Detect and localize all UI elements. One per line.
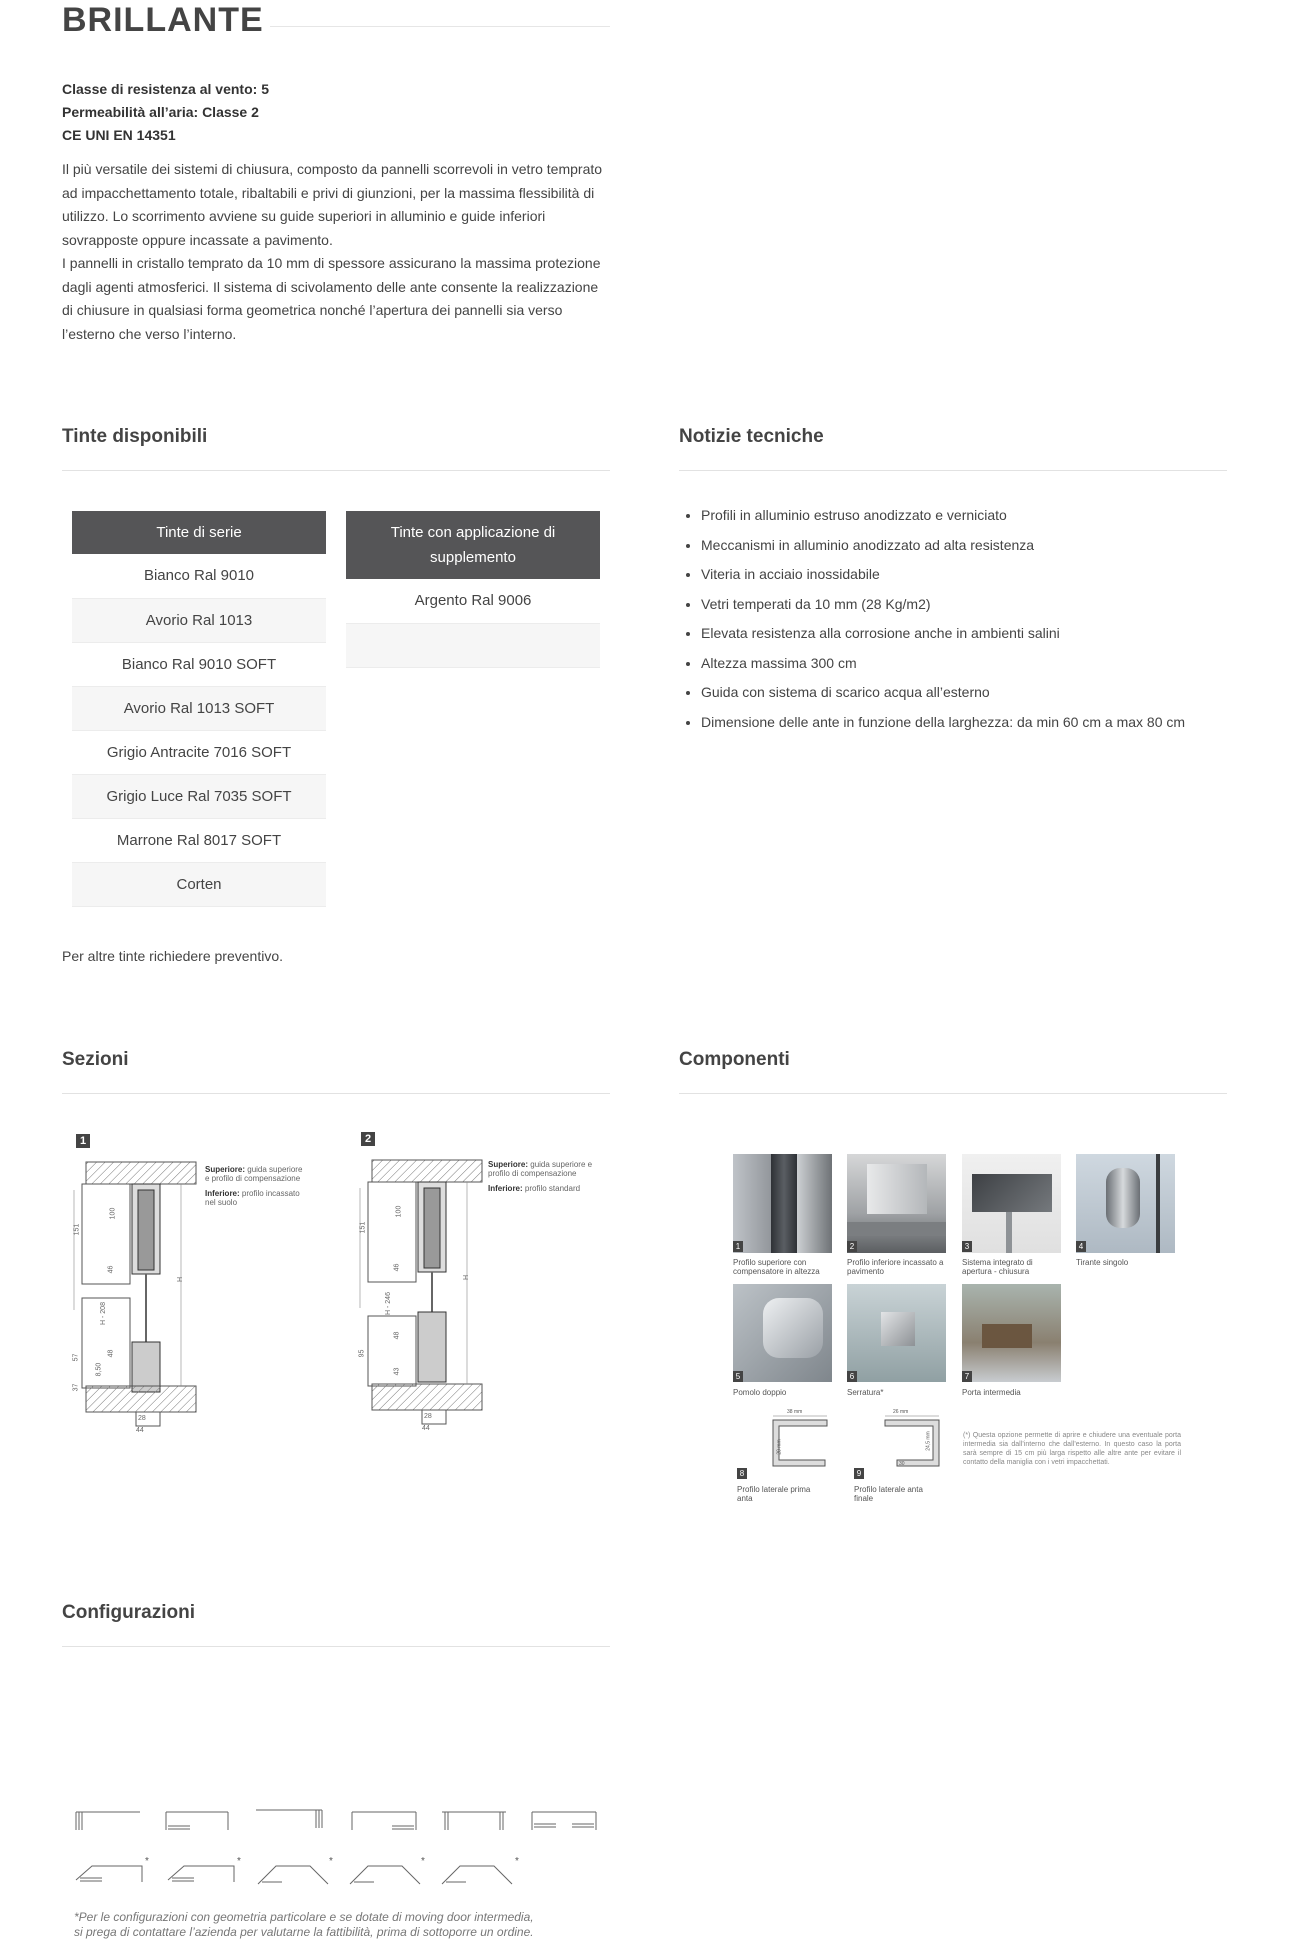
dim-label: 24,5 mm	[925, 1431, 932, 1451]
dim-label: 28	[138, 1415, 146, 1422]
tinte-title: Tinte disponibili	[62, 426, 208, 447]
profile-9-drawing	[877, 1412, 947, 1472]
list-item: • Profili in alluminio estruso anodizzato e verniciato	[701, 501, 1261, 531]
product-title: BRILLANTE	[62, 1, 264, 39]
list-item: • Guida con sistema di scarico acqua all’esterno	[701, 678, 1261, 708]
dim-label: H - 246	[384, 1292, 392, 1315]
dim-label: 30	[899, 1461, 905, 1467]
component-label: Porta intermedia	[962, 1388, 1021, 1397]
sup-label: Superiore:	[488, 1160, 529, 1169]
dim-label: H	[177, 1276, 185, 1283]
title-divider	[270, 26, 610, 27]
spec-ce: CE UNI EN 14351	[62, 127, 176, 143]
configurazioni-divider	[62, 1646, 610, 1647]
list-item: • Altezza massima 300 cm	[701, 649, 1261, 679]
dim-label: 38 mm	[787, 1409, 803, 1415]
config-asterisk: *	[515, 1856, 519, 1867]
description-paragraph-2: I pannelli in cristallo temprato da 10 mm di spessore assicurano la massima protezione dagli agenti atmosferici. Il sistema di scivolamento delle ante consente la realizzazione di chiusure in qualsiasi forma geometrica nonché l’apertura dei pannelli sia verso l’esterno che verso l’interno.	[62, 255, 601, 342]
tinte-supplemento-table	[346, 511, 600, 668]
sup-text: guida superiore e profilo di compensazione	[205, 1165, 303, 1183]
dim-label: 44	[136, 1427, 144, 1434]
dim-label: 57	[72, 1353, 80, 1362]
sezioni-title: Sezioni	[62, 1049, 129, 1070]
tinta-row-empty	[346, 623, 600, 667]
config-asterisk: *	[421, 1856, 425, 1867]
profile-8-drawing	[765, 1412, 835, 1472]
config-asterisk: *	[145, 1856, 149, 1867]
description-paragraph-1: Il più versatile dei sistemi di chiusura, composto da pannelli scorrevoli in vetro temprato ad impacchettamento totale, ribaltabili e privi di giunzioni, per la massima flessibilità di utilizzo. Lo scorrimento avviene su guide superiori in alluminio e guide inferiori sovrapposte oppure incassate a pavimento.	[62, 161, 603, 248]
component-photo-6	[847, 1284, 946, 1382]
dim-label: 37	[72, 1383, 80, 1392]
dim-label: 48	[107, 1349, 115, 1358]
component-label: Serratura*	[847, 1388, 884, 1397]
dim-label: 151	[359, 1221, 367, 1234]
component-number: 4	[1076, 1241, 1086, 1252]
dim-label: 95	[358, 1349, 366, 1358]
component-label: Profilo laterale prima anta	[737, 1485, 811, 1503]
notizie-title: Notizie tecniche	[679, 426, 824, 447]
footnote-line-1: *Per le configurazioni con geometria particolare e se dotate di moving door intermedia,	[74, 1910, 534, 1924]
config-asterisk: *	[329, 1856, 333, 1867]
tinta-row: Marrone Ral 8017 SOFT	[72, 818, 326, 862]
inf-label: Inferiore:	[488, 1184, 523, 1193]
dim-label: 100	[395, 1205, 403, 1218]
componenti-divider	[679, 1093, 1227, 1094]
tinta-row: Argento Ral 9006	[346, 579, 600, 623]
dim-label: 8,50	[95, 1362, 103, 1377]
list-item: • Viteria in acciaio inossidabile	[701, 560, 1261, 590]
component-photo-2	[847, 1154, 946, 1253]
dim-label: 46	[393, 1263, 401, 1272]
tinte-note: Per altre tinte richiedere preventivo.	[62, 948, 283, 964]
component-label: Profilo inferiore incassato a pavimento	[847, 1258, 944, 1276]
tinte-serie-header: Tinte di serie	[72, 511, 326, 554]
notizie-list	[679, 501, 1261, 737]
list-item: • Vetri temperati da 10 mm (28 Kg/m2)	[701, 590, 1261, 620]
tinte-serie-table	[72, 511, 326, 907]
component-number: 8	[737, 1468, 747, 1479]
tinta-row: Grigio Luce Ral 7035 SOFT	[72, 774, 326, 818]
dim-label: 100	[109, 1207, 117, 1220]
product-specs	[62, 78, 269, 147]
tinte-supplemento-header: Tinte con applicazione di supplemento	[346, 511, 600, 579]
component-number: 7	[962, 1371, 972, 1382]
config-asterisk: *	[237, 1856, 241, 1867]
component-photo-4	[1076, 1154, 1175, 1253]
dim-label: 29 mm	[776, 1439, 783, 1455]
componenti-footnote: (*) Questa opzione permette di aprire e chiudere una eventuale porta intermedia sia dall’interno che dall’esterno. In questo caso la porta sarà sempre di 15 cm più larga rispetto alle altre ante per evitare il contatto della maniglia con i vetri impacchettati.	[963, 1432, 1181, 1466]
dim-label: 43	[393, 1367, 401, 1376]
section-1-number: 1	[76, 1134, 90, 1148]
dim-label: 26 mm	[893, 1409, 909, 1415]
component-number: 6	[847, 1371, 857, 1382]
tinta-row: Grigio Antracite 7016 SOFT	[72, 730, 326, 774]
component-number: 1	[733, 1241, 743, 1252]
component-label: Profilo superiore con compensatore in altezza	[733, 1258, 820, 1276]
notizie-divider	[679, 470, 1227, 471]
tinta-row: Avorio Ral 1013	[72, 598, 326, 642]
component-number: 5	[733, 1371, 743, 1382]
component-label: Tirante singolo	[1076, 1258, 1129, 1267]
sup-label: Superiore:	[205, 1165, 246, 1174]
component-photo-5	[733, 1284, 832, 1382]
component-number: 2	[847, 1241, 857, 1252]
componenti-title: Componenti	[679, 1049, 790, 1070]
dim-label: H - 208	[99, 1302, 107, 1325]
tinta-row: Corten	[72, 862, 326, 906]
component-photo-7	[962, 1284, 1061, 1382]
tinta-row: Avorio Ral 1013 SOFT	[72, 686, 326, 730]
component-label: Sistema integrato di apertura - chiusura	[962, 1258, 1033, 1276]
configurazioni-footnote	[74, 1910, 534, 1940]
tinta-row: Bianco Ral 9010	[72, 554, 326, 598]
dim-label: 151	[73, 1223, 81, 1236]
list-item: • Dimensione delle ante in funzione della larghezza: da min 60 cm a max 80 cm	[701, 708, 1261, 738]
inf-text: profilo incassato nel suolo	[205, 1189, 300, 1207]
dim-label: 28	[424, 1413, 432, 1420]
dim-label: 44	[422, 1425, 430, 1432]
tinte-divider	[62, 470, 610, 471]
product-description	[62, 158, 610, 346]
inf-text: profilo standard	[524, 1184, 581, 1193]
section-1-drawing	[66, 1150, 206, 1440]
component-number: 9	[854, 1468, 864, 1479]
configurazioni-title: Configurazioni	[62, 1602, 195, 1623]
list-item: • Meccanismi in alluminio anodizzato ad alta resistenza	[701, 531, 1261, 561]
sezioni-divider	[62, 1093, 610, 1094]
section-2-drawing	[352, 1148, 492, 1438]
section-2-number: 2	[361, 1132, 375, 1146]
inf-label: Inferiore:	[205, 1189, 240, 1198]
section-1-notes	[205, 1165, 305, 1207]
tinta-row: Bianco Ral 9010 SOFT	[72, 642, 326, 686]
component-photo-1	[733, 1154, 832, 1253]
dim-label: H	[463, 1274, 471, 1281]
spec-air: Permeabilità all’aria: Classe 2	[62, 104, 259, 120]
footnote-line-2: si prega di contattare l’azienda per valutarne la fattibilità, prima di sottoporre un ordine.	[74, 1925, 534, 1939]
spec-wind: Classe di resistenza al vento: 5	[62, 81, 269, 97]
dim-label: 46	[107, 1265, 115, 1274]
configurations-row-2	[72, 1852, 532, 1892]
component-label: Pomolo doppio	[733, 1388, 787, 1397]
list-item: • Elevata resistenza alla corrosione anche in ambienti salini	[701, 619, 1261, 649]
component-photo-3	[962, 1154, 1061, 1253]
component-number: 3	[962, 1241, 972, 1252]
sup-text: guida superiore e profilo di compensazione	[488, 1160, 593, 1178]
dim-label: 48	[393, 1331, 401, 1340]
component-label: Profilo laterale anta finale	[854, 1485, 923, 1503]
section-2-notes	[488, 1160, 593, 1193]
